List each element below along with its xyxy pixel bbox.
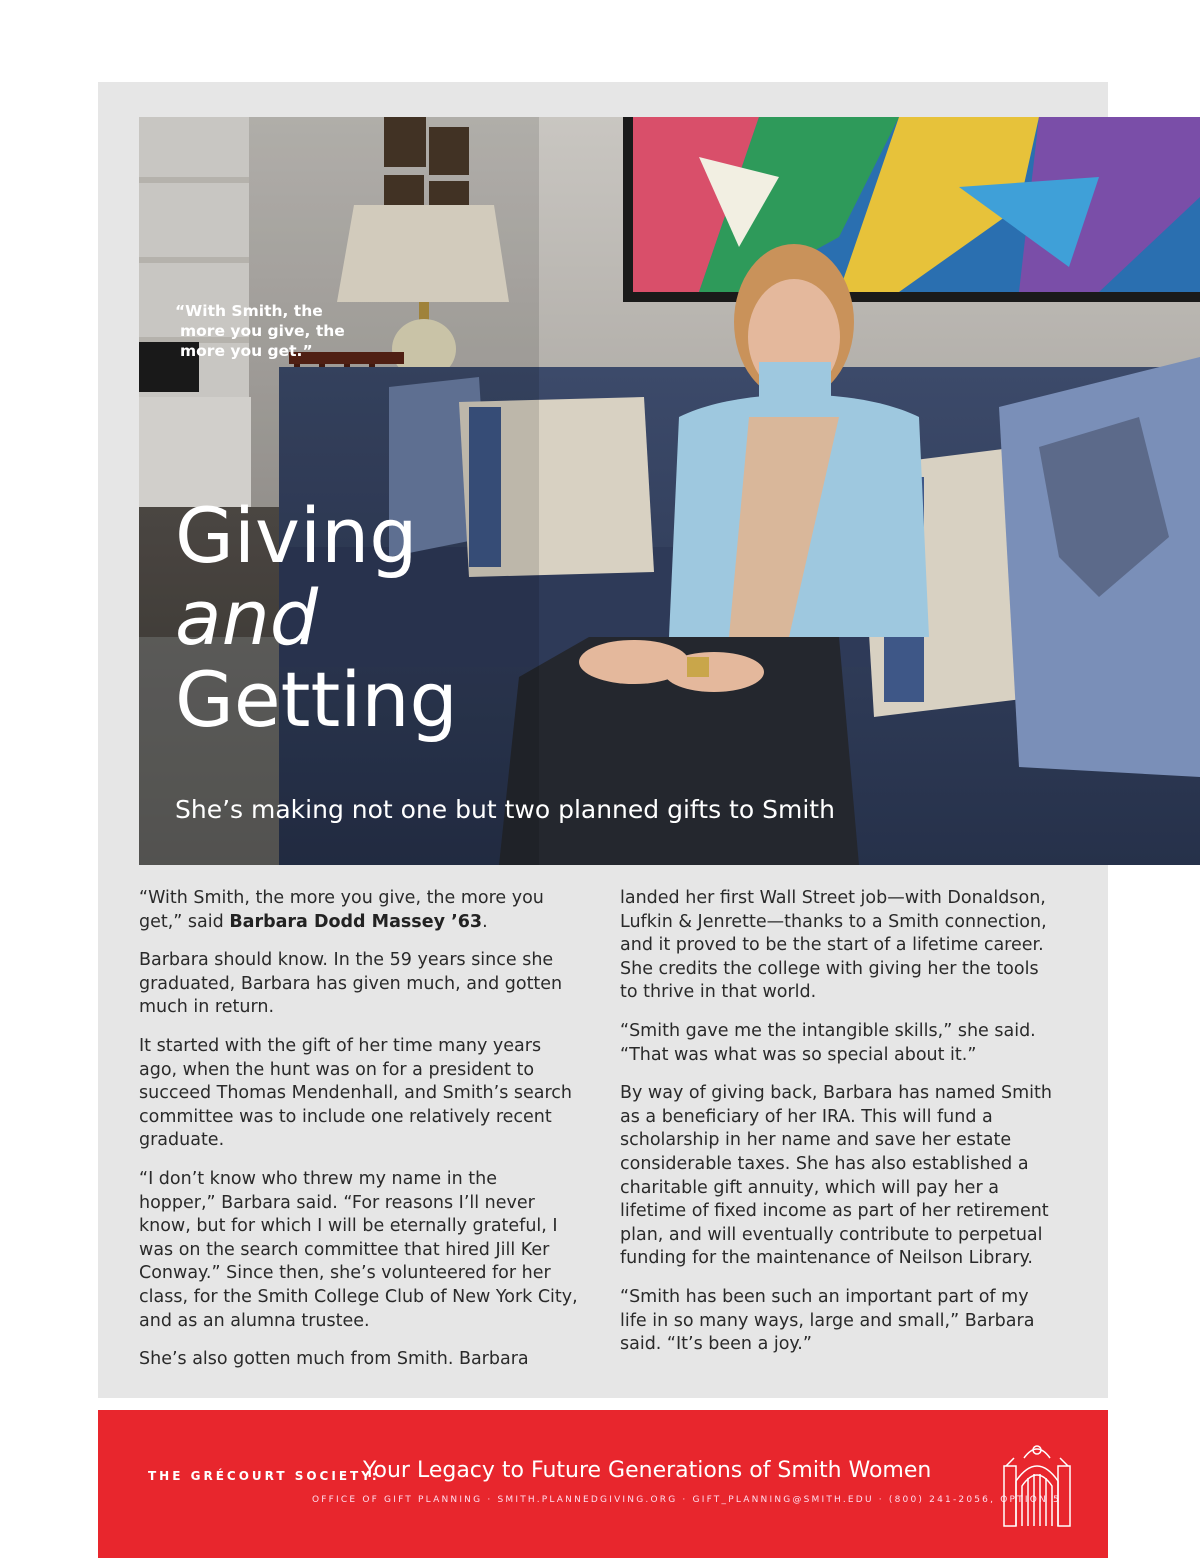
headline xyxy=(175,491,458,744)
article-column-2 xyxy=(620,887,1060,1372)
paragraph: “I don’t know who threw my name in the hopper,” Barbara said. “For reasons I’ll never know, but for which I will be eternally grateful, I was on the search committee that hired Jill Ker Conway.” Since then, she’s volunteered for her class, for the Smith College Club of New York City, and as an alumna trustee. xyxy=(139,1168,578,1331)
pull-quote-line: “With Smith, the xyxy=(175,302,323,320)
person-name: Barbara Dodd Massey ’63 xyxy=(229,911,483,932)
pull-quote-line: more you give, the xyxy=(180,322,345,340)
paragraph-text: “With Smith, the more you give, the more you get,” said xyxy=(139,888,544,932)
article-column-1 xyxy=(139,887,579,1387)
contact-line: OFFICE OF GIFT PLANNING · SMITH.PLANNEDGIVING.ORG · GIFT_PLANNING@SMITH.EDU · (800) 241-2056, OPTION 5 xyxy=(312,1495,1061,1505)
paragraph: landed her first Wall Street job—with Donaldson, Lufkin & Jenrette—thanks to a Smith connection, and it proved to be the start of a lifetime career. She credits the college with giving her the tools to thrive in that world. xyxy=(620,888,1047,1003)
paragraph xyxy=(139,887,579,934)
paragraph: She’s also gotten much from Smith. Barbara xyxy=(139,1349,529,1370)
paragraph-text: . xyxy=(482,911,488,932)
footer-tagline: Your Legacy to Future Generations of Smith Women xyxy=(363,1458,932,1483)
headline-line-getting: Getting xyxy=(175,655,458,744)
society-name: THE GRÉCOURT SOCIETY: xyxy=(148,1469,380,1483)
paragraph: “Smith gave me the intangible skills,” she said. “That was what was so special about it.” xyxy=(620,1020,1036,1065)
pull-quote-line: more you get.” xyxy=(180,342,313,360)
paragraph: “Smith has been such an important part of my life in so many ways, large and small,” Barbara said. “It’s been a joy.” xyxy=(620,1286,1035,1355)
pull-quote xyxy=(175,301,365,361)
paragraph: By way of giving back, Barbara has named Smith as a beneficiary of her IRA. This will fund a scholarship in her name and save her estate considerable taxes. She has also established a charitable gift annuity, which will pay her a lifetime of fixed income as part of her retirement plan, and will eventually contribute to perpetual funding for the maintenance of Neilson Library. xyxy=(620,1083,1052,1269)
footer-banner xyxy=(98,1410,1108,1558)
grecourt-gate-icon xyxy=(1002,1436,1072,1528)
subhead: She’s making not one but two planned gifts to Smith xyxy=(175,795,835,824)
headline-line-and: and xyxy=(175,573,318,662)
headline-line-giving: Giving xyxy=(175,491,418,580)
paragraph: It started with the gift of her time many years ago, when the hunt was on for a president to succeed Thomas Mendenhall, and Smith’s search committee was to include one relatively recent graduate. xyxy=(139,1035,573,1151)
paragraph: Barbara should know. In the 59 years since she graduated, Barbara has given much, and gotten much in return. xyxy=(139,950,563,1018)
portrait-photo xyxy=(139,117,1200,865)
